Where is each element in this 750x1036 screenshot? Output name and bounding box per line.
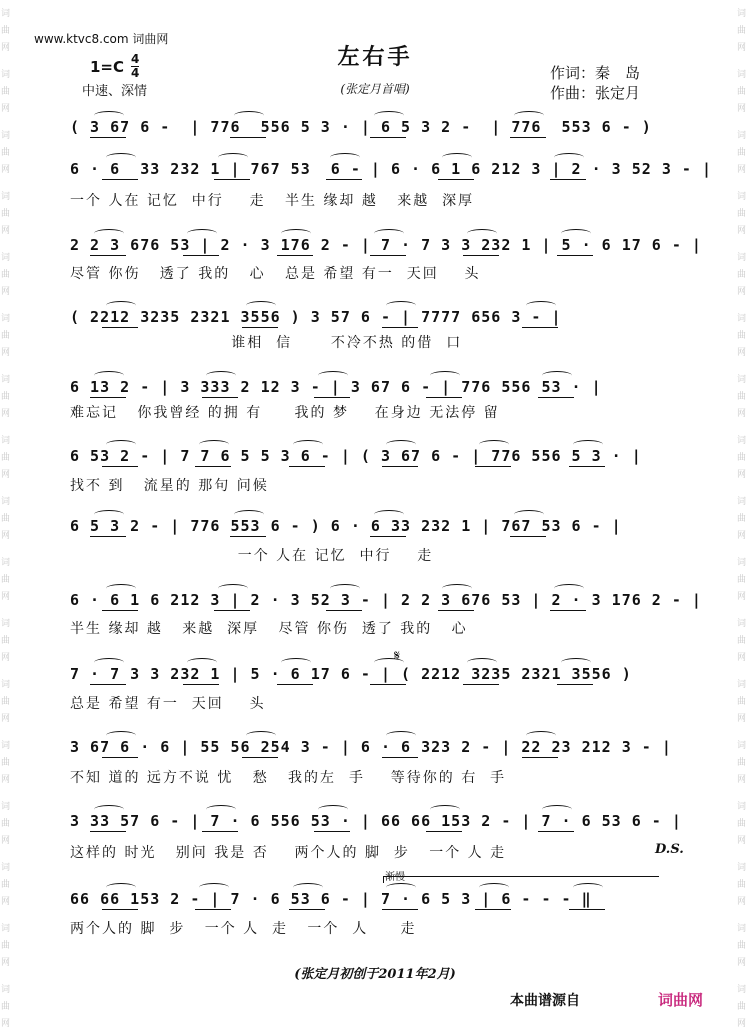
watermark-glyph: 词 <box>737 741 747 751</box>
watermark-glyph: 网 <box>1 165 11 175</box>
note-slur <box>442 153 472 162</box>
note-underline <box>195 466 231 467</box>
note-slur <box>293 440 323 449</box>
watermark-glyph: 词 <box>737 924 747 934</box>
note-slur <box>573 883 603 892</box>
note-underline <box>370 255 406 256</box>
note-slur <box>526 731 556 740</box>
watermark-glyph: 曲 <box>737 87 747 97</box>
watermark-glyph: 词 <box>1 375 11 385</box>
note-slur <box>386 731 416 740</box>
note-slur <box>94 371 124 380</box>
note-underline <box>463 684 499 685</box>
system-9-notes: 7 · 7 3 3 232 1 | 5 · 6 17 6 - | ( 2212 3235 2321 3556 ) <box>70 665 632 683</box>
watermark-glyph: 曲 <box>737 575 747 585</box>
note-slur <box>94 510 124 519</box>
watermark-glyph: 网 <box>737 409 747 419</box>
watermark-glyph: 词 <box>737 436 747 446</box>
watermark-glyph: 曲 <box>1 880 11 890</box>
watermark-glyph: 词 <box>1 680 11 690</box>
note-underline <box>426 397 462 398</box>
watermark-glyph: 词 <box>1 741 11 751</box>
note-underline <box>102 179 138 180</box>
note-slur <box>318 805 348 814</box>
watermark-glyph: 词 <box>737 314 747 324</box>
watermark-glyph: 词 <box>1 924 11 934</box>
note-underline <box>314 831 350 832</box>
watermark-glyph: 曲 <box>1 148 11 158</box>
system-5-lyrics: 难忘记 你我曾经 的拥 有 我的 梦 在身边 无法停 留 <box>70 405 500 421</box>
watermark-glyph: 曲 <box>1 87 11 97</box>
note-underline <box>382 909 418 910</box>
watermark-glyph: 词 <box>1 497 11 507</box>
system-7-notes: 6 5 3 2 - | 776 553 6 - ) 6 · 6 33 232 1 | 767 53 6 - | <box>70 517 622 535</box>
note-underline <box>289 466 325 467</box>
watermark-glyph: 网 <box>737 104 747 114</box>
system-12-lyrics: 两个人的 脚 步 一个 人 走 一个 人 走 <box>70 921 417 937</box>
system-9-lyrics: 总是 希望 有一 天回 头 <box>70 696 266 712</box>
source-brand: 词曲网 <box>658 991 704 1009</box>
system-2-notes: 6 · 6 33 232 1 | 767 53 6 - | 6 · 6 1 6 212 3 | 2 · 3 52 3 - | <box>70 160 712 178</box>
note-underline <box>230 536 266 537</box>
watermark-glyph: 网 <box>737 592 747 602</box>
segno-sign: 𝄋 <box>394 648 401 664</box>
rit-bracket <box>383 876 659 883</box>
note-slur <box>479 883 509 892</box>
watermark-glyph: 网 <box>737 531 747 541</box>
note-underline <box>438 610 474 611</box>
watermark-glyph: 曲 <box>1 636 11 646</box>
watermark-glyph: 词 <box>1 70 11 80</box>
watermark-glyph: 网 <box>1 836 11 846</box>
note-slur <box>187 229 217 238</box>
watermark-glyph: 词 <box>737 802 747 812</box>
note-slur <box>218 584 248 593</box>
watermark-glyph: 网 <box>1 470 11 480</box>
note-slur <box>442 584 472 593</box>
note-slur <box>106 584 136 593</box>
system-7-lyrics: 一个 人在 记忆 中行 走 <box>70 548 434 564</box>
watermark-glyph: 曲 <box>737 941 747 951</box>
note-underline <box>242 757 278 758</box>
watermark-glyph: 网 <box>1 714 11 724</box>
system-4-notes: ( 2212 3235 2321 3556 ) 3 57 6 - | 7777 656 3 - | <box>70 308 562 326</box>
note-slur <box>106 731 136 740</box>
watermark-glyph: 网 <box>737 470 747 480</box>
watermark-glyph: 网 <box>737 714 747 724</box>
note-slur <box>554 153 584 162</box>
lyricist-credit: 作词：秦 岛 <box>550 64 641 82</box>
note-slur <box>281 229 311 238</box>
note-underline <box>382 327 418 328</box>
site-banner: www.ktvc8.com 词曲网 <box>34 32 169 46</box>
source-label: 本曲谱源自 <box>510 993 580 1009</box>
watermark-glyph: 词 <box>737 680 747 690</box>
song-title: 左右手 <box>337 44 413 70</box>
watermark-glyph: 网 <box>1 226 11 236</box>
composer-credit: 作曲：张定月 <box>550 84 641 102</box>
note-slur <box>106 883 136 892</box>
note-underline <box>314 397 350 398</box>
note-slur <box>542 805 572 814</box>
note-underline <box>277 255 313 256</box>
note-underline <box>438 179 474 180</box>
note-slur <box>246 301 276 310</box>
note-underline <box>242 327 278 328</box>
watermark-glyph: 词 <box>737 497 747 507</box>
watermark-glyph: 曲 <box>1 1002 11 1012</box>
note-underline <box>90 397 126 398</box>
watermark-glyph: 词 <box>1 192 11 202</box>
watermark-glyph: 曲 <box>737 819 747 829</box>
time-signature-bottom: 4 <box>131 66 140 80</box>
watermark-glyph: 词 <box>1 314 11 324</box>
system-1-notes: ( 3 67 6 - | 776 556 5 3 · | 6 5 3 2 - | 776 553 6 - ) <box>70 118 652 136</box>
note-underline <box>522 327 558 328</box>
note-slur <box>479 440 509 449</box>
note-underline <box>510 536 546 537</box>
system-11-notes: 3 33 57 6 - | 7 · 6 556 53 · | 66 66 153 2 - | 7 · 6 53 6 - | <box>70 812 682 830</box>
system-12-notes: 66 66 153 2 - | 7 · 6 53 6 - | 7 · 6 5 3 | 6 - - - ‖ <box>70 890 592 908</box>
watermark-glyph: 曲 <box>737 1002 747 1012</box>
note-underline <box>90 684 126 685</box>
note-slur <box>514 510 544 519</box>
watermark-glyph: 词 <box>737 70 747 80</box>
note-underline <box>202 397 238 398</box>
note-slur <box>234 111 264 120</box>
watermark-glyph: 曲 <box>1 941 11 951</box>
key-signature: 1=C <box>90 58 125 76</box>
note-slur <box>554 584 584 593</box>
watermark-glyph: 曲 <box>737 636 747 646</box>
watermark-glyph: 网 <box>1 348 11 358</box>
watermark-glyph: 词 <box>1 802 11 812</box>
note-underline <box>382 466 418 467</box>
note-underline <box>289 909 325 910</box>
note-slur <box>293 883 323 892</box>
watermark-glyph: 网 <box>1 104 11 114</box>
watermark-glyph: 网 <box>1 653 11 663</box>
note-underline <box>557 684 593 685</box>
note-underline <box>183 255 219 256</box>
watermark-glyph: 曲 <box>737 758 747 768</box>
watermark-glyph: 词 <box>1 131 11 141</box>
time-signature-top: 4 <box>131 52 140 66</box>
watermark-glyph: 网 <box>1 531 11 541</box>
note-underline <box>538 397 574 398</box>
note-slur <box>318 371 348 380</box>
note-underline <box>183 684 219 685</box>
watermark-glyph: 网 <box>1 897 11 907</box>
watermark-glyph: 网 <box>737 653 747 663</box>
watermark-glyph: 网 <box>1 775 11 785</box>
rit-marking: 渐慢 <box>385 872 405 883</box>
note-slur <box>386 440 416 449</box>
watermark-glyph: 曲 <box>1 26 11 36</box>
watermark-glyph: 网 <box>737 1019 747 1029</box>
note-slur <box>330 584 360 593</box>
note-slur <box>374 111 404 120</box>
watermark-glyph: 网 <box>1 287 11 297</box>
note-underline <box>90 137 126 138</box>
note-slur <box>94 111 124 120</box>
watermark-glyph: 曲 <box>737 392 747 402</box>
watermark-right <box>736 0 750 1036</box>
watermark-glyph: 网 <box>1 43 11 53</box>
note-underline <box>522 757 558 758</box>
watermark-glyph: 曲 <box>737 148 747 158</box>
footer-note: (张定月初创于2011年2月) <box>294 967 456 982</box>
watermark-glyph: 词 <box>1 253 11 263</box>
system-4-lyrics: 谁相 信 不冷不热 的借 口 <box>70 335 463 351</box>
watermark-glyph: 曲 <box>1 453 11 463</box>
watermark-glyph: 网 <box>737 775 747 785</box>
watermark-glyph: 网 <box>737 165 747 175</box>
system-8-lyrics: 半生 缘却 越 来越 深厚 尽管 你伤 透了 我的 心 <box>70 621 468 637</box>
watermark-glyph: 曲 <box>737 331 747 341</box>
watermark-glyph: 网 <box>737 43 747 53</box>
watermark-glyph: 曲 <box>737 26 747 36</box>
note-slur <box>573 440 603 449</box>
note-underline <box>326 179 362 180</box>
watermark-glyph: 词 <box>1 985 11 995</box>
note-slur <box>206 371 236 380</box>
watermark-glyph: 词 <box>1 436 11 446</box>
note-underline <box>195 909 231 910</box>
note-slur <box>542 371 572 380</box>
system-10-notes: 3 67 6 · 6 | 55 56 254 3 - | 6 · 6 323 2 - | 22 23 212 3 - | <box>70 738 672 756</box>
note-underline <box>102 909 138 910</box>
note-slur <box>281 658 311 667</box>
watermark-glyph: 曲 <box>1 270 11 280</box>
note-underline <box>569 466 605 467</box>
note-slur <box>514 111 544 120</box>
system-6-lyrics: 找不 到 流星的 那句 问候 <box>70 478 269 494</box>
watermark-glyph: 曲 <box>1 209 11 219</box>
watermark-glyph: 词 <box>1 9 11 19</box>
note-slur <box>234 510 264 519</box>
watermark-glyph: 词 <box>1 558 11 568</box>
note-underline <box>475 909 511 910</box>
note-slur <box>386 301 416 310</box>
system-5-notes: 6 13 2 - | 3 333 2 12 3 - | 3 67 6 - | 776 556 53 · | <box>70 378 602 396</box>
note-slur <box>386 883 416 892</box>
note-slur <box>94 658 124 667</box>
watermark-glyph: 词 <box>737 558 747 568</box>
note-underline <box>382 757 418 758</box>
system-2-lyrics: 一个 人在 记忆 中行 走 半生 缘却 越 来越 深厚 <box>70 193 475 209</box>
note-underline <box>102 757 138 758</box>
note-slur <box>561 229 591 238</box>
watermark-glyph: 网 <box>737 836 747 846</box>
note-underline <box>569 909 605 910</box>
watermark-glyph: 网 <box>737 958 747 968</box>
note-underline <box>370 684 406 685</box>
note-underline <box>202 831 238 832</box>
note-slur <box>467 658 497 667</box>
watermark-left <box>0 0 14 1036</box>
watermark-glyph: 词 <box>1 863 11 873</box>
watermark-glyph: 曲 <box>1 514 11 524</box>
note-slur <box>374 510 404 519</box>
watermark-glyph: 曲 <box>737 209 747 219</box>
watermark-glyph: 曲 <box>737 880 747 890</box>
tempo-marking: 中速、深情 <box>82 84 148 99</box>
watermark-glyph: 曲 <box>1 697 11 707</box>
note-slur <box>106 301 136 310</box>
note-underline <box>510 137 546 138</box>
watermark-glyph: 曲 <box>1 575 11 585</box>
watermark-glyph: 词 <box>737 863 747 873</box>
note-slur <box>430 805 460 814</box>
watermark-glyph: 网 <box>737 897 747 907</box>
system-11-lyrics: 这样的 时光 别问 我是 否 两个人的 脚 步 一个 人 走 <box>70 845 507 861</box>
system-10-lyrics: 不知 道的 远方不说 忧 愁 我的左 手 等待你的 右 手 <box>70 770 507 786</box>
note-slur <box>246 731 276 740</box>
note-underline <box>277 684 313 685</box>
note-underline <box>214 610 250 611</box>
note-slur <box>374 229 404 238</box>
note-underline <box>214 179 250 180</box>
watermark-glyph: 词 <box>737 9 747 19</box>
watermark-glyph: 网 <box>737 287 747 297</box>
watermark-glyph: 网 <box>1 958 11 968</box>
note-underline <box>475 466 511 467</box>
note-slur <box>199 440 229 449</box>
note-slur <box>199 883 229 892</box>
watermark-glyph: 词 <box>737 619 747 629</box>
note-underline <box>550 179 586 180</box>
watermark-glyph: 网 <box>1 409 11 419</box>
watermark-glyph: 曲 <box>737 270 747 280</box>
watermark-glyph: 曲 <box>737 697 747 707</box>
note-slur <box>106 440 136 449</box>
note-underline <box>557 255 593 256</box>
watermark-glyph: 曲 <box>1 758 11 768</box>
watermark-glyph: 曲 <box>1 392 11 402</box>
system-6-notes: 6 53 2 - | 7 7 6 5 5 3 6 - | ( 3 67 6 - | 776 556 5 3 · | <box>70 447 642 465</box>
note-underline <box>230 137 266 138</box>
watermark-glyph: 词 <box>737 985 747 995</box>
ds-marking: D.S. <box>655 842 684 857</box>
note-slur <box>526 301 556 310</box>
note-slur <box>430 371 460 380</box>
note-slur <box>561 658 591 667</box>
note-underline <box>370 137 406 138</box>
note-underline <box>102 610 138 611</box>
watermark-glyph: 词 <box>737 253 747 263</box>
note-slur <box>106 153 136 162</box>
note-slur <box>330 153 360 162</box>
note-underline <box>90 831 126 832</box>
system-3-lyrics: 尽管 你伤 透了 我的 心 总是 希望 有一 天回 头 <box>70 266 481 282</box>
note-underline <box>550 610 586 611</box>
watermark-glyph: 网 <box>737 348 747 358</box>
singer-credit: (张定月首唱) <box>340 82 410 96</box>
system-8-notes: 6 · 6 1 6 212 3 | 2 · 3 52 3 - | 2 2 3 676 53 | 2 · 3 176 2 - | <box>70 591 702 609</box>
note-underline <box>102 466 138 467</box>
note-underline <box>90 536 126 537</box>
note-underline <box>90 255 126 256</box>
note-underline <box>463 255 499 256</box>
note-slur <box>467 229 497 238</box>
watermark-glyph: 网 <box>737 226 747 236</box>
watermark-glyph: 曲 <box>737 453 747 463</box>
note-underline <box>426 831 462 832</box>
note-slur <box>206 805 236 814</box>
note-slur <box>94 805 124 814</box>
watermark-glyph: 网 <box>1 1019 11 1029</box>
watermark-glyph: 网 <box>1 592 11 602</box>
watermark-glyph: 曲 <box>1 331 11 341</box>
system-3-notes: 2 2 3 676 53 | 2 · 3 176 2 - | 7 · 7 3 3 232 1 | 5 · 6 17 6 - | <box>70 236 702 254</box>
watermark-glyph: 曲 <box>737 514 747 524</box>
note-underline <box>538 831 574 832</box>
note-slur <box>187 658 217 667</box>
note-underline <box>102 327 138 328</box>
watermark-glyph: 词 <box>737 131 747 141</box>
note-slur <box>218 153 248 162</box>
watermark-glyph: 词 <box>737 192 747 202</box>
watermark-glyph: 曲 <box>1 819 11 829</box>
note-underline <box>370 536 406 537</box>
note-slur <box>94 229 124 238</box>
watermark-glyph: 词 <box>737 375 747 385</box>
note-underline <box>326 610 362 611</box>
watermark-glyph: 词 <box>1 619 11 629</box>
time-signature <box>131 53 139 80</box>
